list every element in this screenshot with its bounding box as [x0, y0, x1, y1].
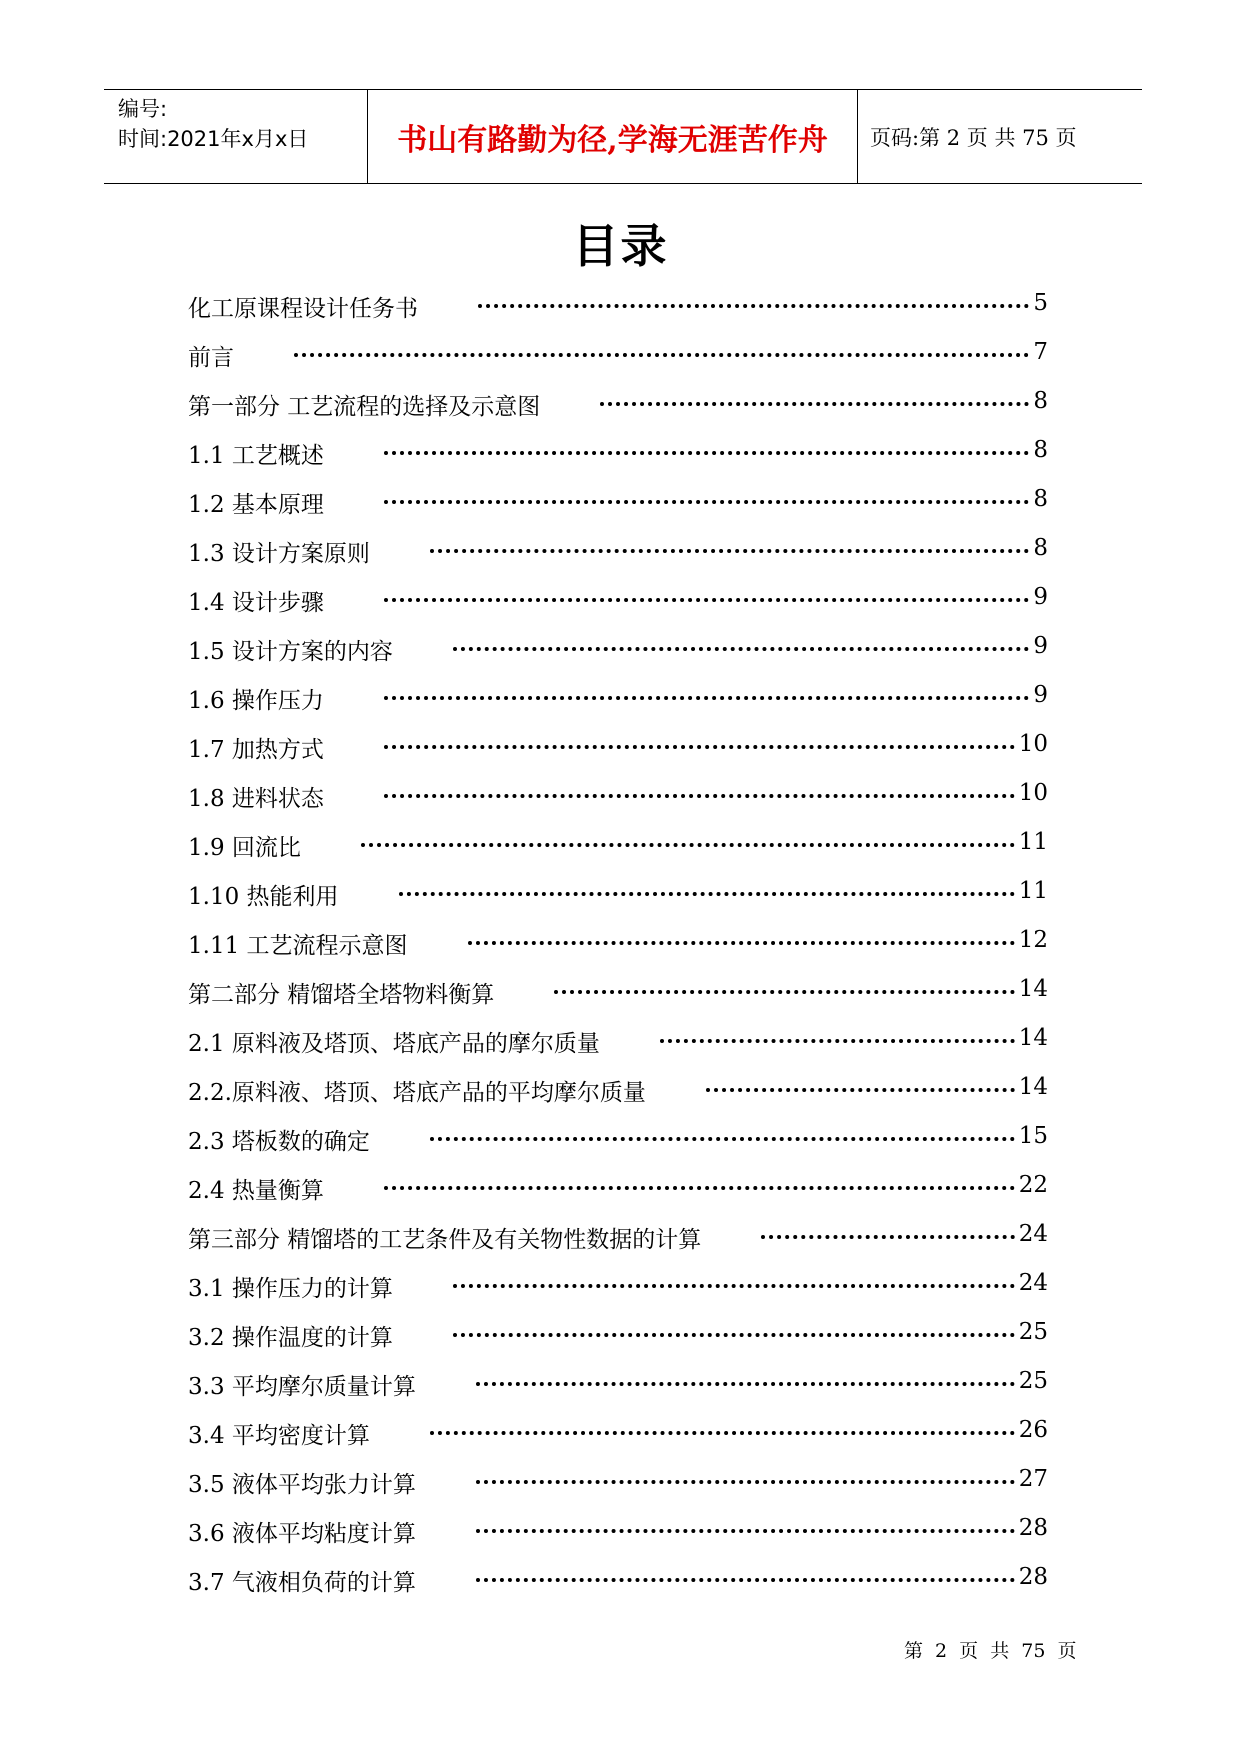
toc-entry-page: 9: [1033, 633, 1048, 659]
toc-entry-label: 1.4 设计步骤: [188, 590, 324, 616]
toc-entry-page: 14: [1018, 976, 1048, 1002]
toc-entry[interactable]: [188, 1456, 1048, 1505]
table-of-contents: [188, 280, 1048, 1603]
toc-entry-label: 1.10 热能利用: [188, 884, 339, 910]
toc-leader-dots: [430, 549, 1029, 553]
toc-leader-dots: [660, 1039, 1015, 1043]
toc-leader-dots: [476, 1529, 1015, 1533]
toc-entry-page: 9: [1033, 584, 1048, 610]
toc-leader-dots: [384, 598, 1029, 602]
toc-entry-page: 25: [1018, 1368, 1048, 1394]
toc-entry[interactable]: [188, 476, 1048, 525]
toc-leader-dots: [384, 745, 1015, 749]
toc-entry[interactable]: [188, 1309, 1048, 1358]
toc-leader-dots: [384, 1186, 1015, 1190]
toc-entry[interactable]: [188, 819, 1048, 868]
toc-entry-page: 24: [1018, 1270, 1048, 1296]
header-page-label: 页码:第 2 页 共 75 页: [870, 125, 1077, 150]
toc-entry-page: 22: [1018, 1172, 1048, 1198]
toc-entry-label: 1.11 工艺流程示意图: [188, 933, 408, 959]
toc-entry-label: 第三部分 精馏塔的工艺条件及有关物性数据的计算: [188, 1227, 702, 1253]
toc-entry[interactable]: [188, 721, 1048, 770]
toc-entry-label: 前言: [188, 345, 234, 371]
toc-entry-label: 1.6 操作压力: [188, 688, 324, 714]
toc-entry-page: 15: [1018, 1123, 1048, 1149]
toc-entry-label: 2.1 原料液及塔顶、塔底产品的摩尔质量: [188, 1031, 600, 1057]
toc-entry-label: 1.1 工艺概述: [188, 443, 324, 469]
toc-entry-page: 26: [1018, 1417, 1048, 1443]
toc-entry[interactable]: [188, 868, 1048, 917]
toc-entry[interactable]: [188, 1113, 1048, 1162]
toc-entry-page: 5: [1033, 290, 1048, 316]
toc-entry-label: 第二部分 精馏塔全塔物料衡算: [188, 982, 495, 1008]
number-label: 编号:: [118, 97, 168, 121]
toc-entry[interactable]: [188, 1211, 1048, 1260]
toc-entry-label: 第一部分 工艺流程的选择及示意图: [188, 394, 541, 420]
toc-entry-label: 2.4 热量衡算: [188, 1178, 324, 1204]
toc-leader-dots: [453, 647, 1029, 651]
toc-leader-dots: [294, 353, 1029, 357]
toc-entry-page: 28: [1018, 1515, 1048, 1541]
toc-entry[interactable]: [188, 1407, 1048, 1456]
toc-entry[interactable]: [188, 1015, 1048, 1064]
toc-entry-page: 25: [1018, 1319, 1048, 1345]
toc-entry-label: 1.8 进料状态: [188, 786, 324, 812]
toc-leader-dots: [554, 990, 1015, 994]
toc-leader-dots: [600, 402, 1029, 406]
toc-entry[interactable]: [188, 1260, 1048, 1309]
toc-entry[interactable]: [188, 280, 1048, 329]
toc-entry-label: 3.2 操作温度的计算: [188, 1325, 393, 1351]
toc-entry-page: 24: [1018, 1221, 1048, 1247]
toc-leader-dots: [384, 794, 1015, 798]
header-meta: [104, 90, 368, 183]
toc-entry-page: 8: [1033, 437, 1048, 463]
toc-entry-page: 28: [1018, 1564, 1048, 1590]
toc-entry-page: 10: [1018, 731, 1048, 757]
toc-leader-dots: [453, 1333, 1015, 1337]
page-footer: 第 2 页 共 75 页: [904, 1640, 1077, 1662]
toc-entry-page: 14: [1018, 1025, 1048, 1051]
toc-entry-page: 9: [1033, 682, 1048, 708]
toc-entry[interactable]: [188, 427, 1048, 476]
toc-entry[interactable]: [188, 966, 1048, 1015]
toc-entry-label: 3.6 液体平均粘度计算: [188, 1521, 416, 1547]
toc-entry[interactable]: [188, 623, 1048, 672]
toc-leader-dots: [476, 1382, 1015, 1386]
toc-entry-label: 2.2.原料液、塔顶、塔底产品的平均摩尔质量: [188, 1080, 646, 1106]
toc-entry-label: 1.3 设计方案原则: [188, 541, 370, 567]
toc-entry[interactable]: [188, 770, 1048, 819]
toc-entry-page: 7: [1033, 339, 1048, 365]
toc-leader-dots: [476, 1578, 1015, 1582]
toc-leader-dots: [453, 1284, 1015, 1288]
toc-entry-label: 1.9 回流比: [188, 835, 301, 861]
toc-entry-page: 12: [1018, 927, 1048, 953]
toc-leader-dots: [399, 892, 1015, 896]
toc-leader-dots: [430, 1431, 1015, 1435]
time-label: 时间:2021年x月x日: [118, 127, 309, 151]
toc-leader-dots: [761, 1235, 1015, 1239]
toc-entry[interactable]: [188, 1358, 1048, 1407]
toc-entry-page: 8: [1033, 388, 1048, 414]
page-title: 目录: [572, 219, 669, 273]
toc-entry-page: 11: [1018, 878, 1048, 904]
toc-entry-page: 11: [1018, 829, 1048, 855]
toc-entry-label: 2.3 塔板数的确定: [188, 1129, 370, 1155]
toc-entry-page: 27: [1018, 1466, 1048, 1492]
toc-entry-label: 1.7 加热方式: [188, 737, 324, 763]
toc-entry-page: 14: [1018, 1074, 1048, 1100]
toc-leader-dots: [478, 304, 1029, 308]
toc-leader-dots: [361, 843, 1015, 847]
toc-entry-page: 8: [1033, 535, 1048, 561]
toc-entry[interactable]: [188, 329, 1048, 378]
toc-entry-label: 3.4 平均密度计算: [188, 1423, 370, 1449]
toc-entry[interactable]: [188, 525, 1048, 574]
toc-entry-label: 3.5 液体平均张力计算: [188, 1472, 416, 1498]
toc-leader-dots: [384, 696, 1029, 700]
header-motto: 书山有路勤为径,学海无涯苦作舟: [368, 90, 858, 183]
toc-entry-label: 3.7 气液相负荷的计算: [188, 1570, 416, 1596]
toc-leader-dots: [706, 1088, 1015, 1092]
toc-entry[interactable]: [188, 1064, 1048, 1113]
toc-entry[interactable]: [188, 574, 1048, 623]
toc-entry[interactable]: [188, 917, 1048, 966]
toc-entry-page: 10: [1018, 780, 1048, 806]
toc-entry-label: 1.2 基本原理: [188, 492, 324, 518]
document-header: [104, 89, 1142, 184]
toc-entry-label: 3.1 操作压力的计算: [188, 1276, 393, 1302]
toc-entry[interactable]: [188, 1505, 1048, 1554]
toc-leader-dots: [384, 500, 1029, 504]
toc-leader-dots: [476, 1480, 1015, 1484]
toc-entry[interactable]: [188, 378, 1048, 427]
toc-leader-dots: [468, 941, 1015, 945]
toc-entry-label: 3.3 平均摩尔质量计算: [188, 1374, 416, 1400]
toc-entry-label: 1.5 设计方案的内容: [188, 639, 393, 665]
toc-entry[interactable]: [188, 1162, 1048, 1211]
toc-entry[interactable]: [188, 672, 1048, 721]
toc-entry-label: 化工原课程设计任务书: [188, 296, 418, 322]
toc-entry-page: 8: [1033, 486, 1048, 512]
toc-leader-dots: [430, 1137, 1015, 1141]
toc-leader-dots: [384, 451, 1029, 455]
toc-entry[interactable]: [188, 1554, 1048, 1603]
